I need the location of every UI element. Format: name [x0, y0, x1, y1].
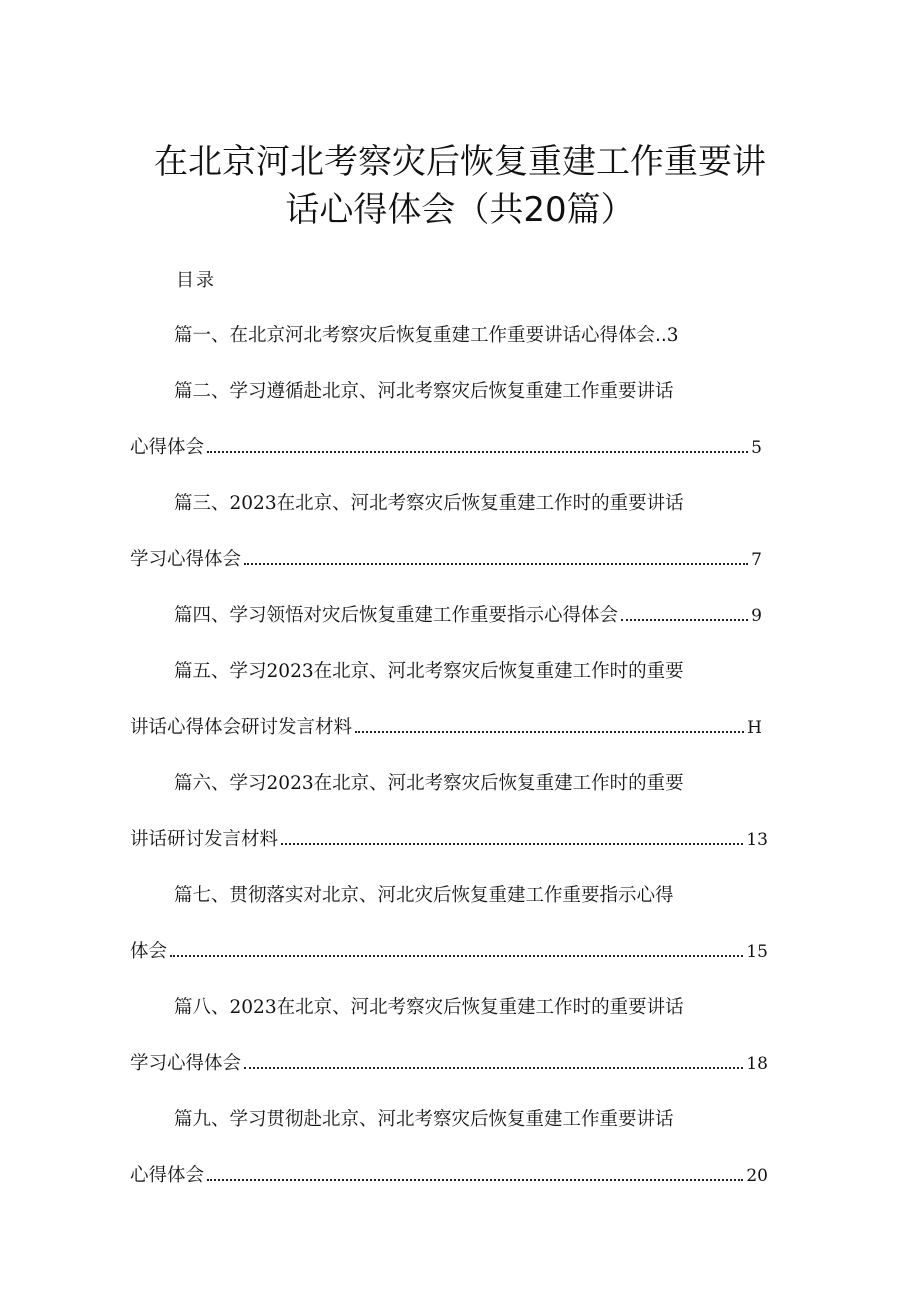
dot-leader: [244, 563, 748, 565]
toc-entry-1-text: 在北京河北考察灾后恢复重建工作重要讲话心得体会..: [229, 325, 667, 346]
toc-entry-6-page: 13: [746, 830, 768, 850]
toc-entry-7-page: 15: [746, 942, 768, 962]
toc-entry-8-prefix: 篇八、: [174, 997, 230, 1018]
toc-entry-5[interactable]: [174, 658, 684, 686]
toc-entry-1-page: 3: [666, 325, 679, 346]
toc-entry-4[interactable]: [174, 602, 762, 630]
toc-entry-3-page: 7: [751, 550, 762, 570]
toc-entry-9-prefix: 篇九、: [174, 1109, 230, 1130]
dot-leader: [621, 619, 748, 621]
toc-entry-3-text-cont: 学习心得体会: [130, 549, 242, 570]
toc-entry-5-text: 在北京、河北考察灾后恢复重建工作时的重要: [313, 661, 684, 682]
toc-entry-5-prefix: 篇五、: [174, 661, 230, 682]
toc-entry-3-year: 2023: [229, 493, 277, 514]
dot-leader: [207, 451, 748, 453]
toc-entry-2-prefix: 篇二、: [174, 381, 230, 402]
toc-entry-6-year: 2023: [266, 773, 314, 794]
toc-entry-8-page: 18: [746, 1054, 768, 1074]
toc-entry-2[interactable]: [174, 378, 674, 406]
toc-entry-9-text: 学习贯彻赴北京、河北考察灾后恢复重建工作重要讲话: [229, 1109, 674, 1130]
toc-entry-1-prefix: 篇一、: [174, 325, 230, 346]
toc-entry-5-text-cont: 讲话心得体会研讨发言材料: [130, 717, 353, 738]
toc-entry-7-text: 贯彻落实对北京、河北灾后恢复重建工作重要指示心得: [229, 885, 674, 906]
toc-entry-8-continuation[interactable]: [130, 1050, 768, 1078]
toc-entry-7-prefix: 篇七、: [174, 885, 230, 906]
toc-entry-8-year: 2023: [229, 997, 277, 1018]
toc-entry-6-lead: 学习: [229, 773, 267, 794]
dot-leader: [281, 843, 743, 845]
toc-entry-3-text: 在北京、河北考察灾后恢复重建工作时的重要讲话: [276, 493, 684, 514]
dot-leader: [170, 955, 743, 957]
toc-entry-5-continuation[interactable]: [130, 714, 762, 742]
toc-entry-5-lead: 学习: [229, 661, 267, 682]
toc-entry-9[interactable]: [174, 1106, 674, 1134]
toc-entry-6[interactable]: [174, 770, 684, 798]
dot-leader: [207, 1179, 743, 1181]
toc-entry-4-prefix: 篇四、: [174, 605, 230, 626]
toc-entry-8-text-cont: 学习心得体会: [130, 1053, 242, 1074]
toc-entry-2-text: 学习遵循赴北京、河北考察灾后恢复重建工作重要讲话: [229, 381, 674, 402]
toc-entry-8[interactable]: [174, 994, 684, 1022]
toc-entry-5-year: 2023: [266, 661, 314, 682]
toc-entry-4-page: 9: [751, 606, 762, 626]
toc-entry-2-continuation[interactable]: [130, 434, 762, 462]
toc-entry-1[interactable]: [174, 322, 679, 350]
toc-entry-6-text: 在北京、河北考察灾后恢复重建工作时的重要: [313, 773, 684, 794]
toc-entry-9-page: 20: [746, 1166, 768, 1186]
toc-entry-5-page: H: [747, 718, 762, 738]
toc-entry-6-text-cont: 讲话研讨发言材料: [130, 829, 279, 850]
document-title-line-1: 在北京河北考察灾后恢复重建工作重要讲: [154, 142, 766, 182]
toc-entry-6-prefix: 篇六、: [174, 773, 230, 794]
dot-leader: [355, 731, 744, 733]
toc-entry-8-text: 在北京、河北考察灾后恢复重建工作时的重要讲话: [276, 997, 684, 1018]
toc-entry-2-text-cont: 心得体会: [130, 437, 205, 458]
toc-entry-7[interactable]: [174, 882, 674, 910]
document-title-line-2: 话心得体会（共20篇）: [285, 190, 635, 230]
toc-entry-3[interactable]: [174, 490, 684, 518]
dot-leader: [244, 1067, 743, 1069]
toc-entry-9-text-cont: 心得体会: [130, 1165, 205, 1186]
toc-entry-3-continuation[interactable]: [130, 546, 762, 574]
toc-heading: 目录: [176, 270, 216, 291]
toc-entry-4-text: 学习领悟对灾后恢复重建工作重要指示心得体会: [229, 605, 619, 626]
toc-entry-9-continuation[interactable]: [130, 1162, 768, 1190]
toc-entry-6-continuation[interactable]: [130, 826, 768, 854]
toc-entry-7-continuation[interactable]: [130, 938, 768, 966]
toc-entry-7-text-cont: 体会: [130, 941, 168, 962]
toc-entry-3-prefix: 篇三、: [174, 493, 230, 514]
toc-entry-2-page: 5: [751, 438, 762, 458]
